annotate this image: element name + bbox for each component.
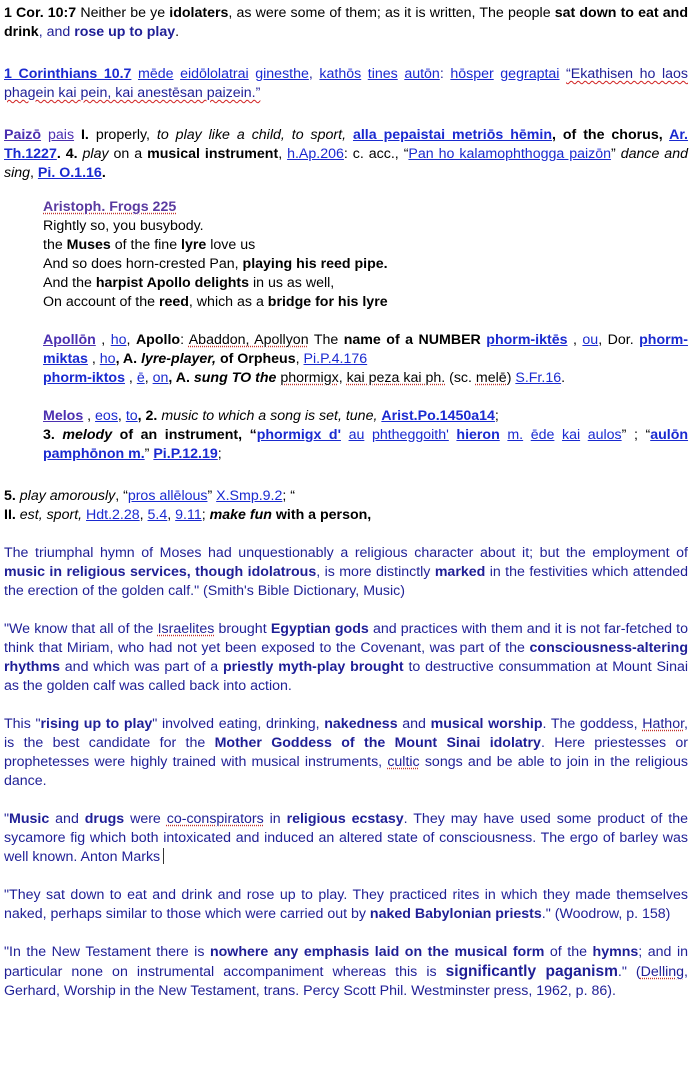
ref-link[interactable]: S.Fr.16	[515, 370, 562, 386]
hieron-link[interactable]: hieron	[456, 427, 500, 443]
rose-up-phrase: rose up to play	[74, 24, 176, 40]
apollon-link[interactable]: Apollōn	[43, 332, 96, 348]
greek-verse-paragraph: 1 Corinthians 10.7 mēde eidōlolatrai ginesthe, kathōs tines autōn: hōsper gegraptai “Ekathisen ho laos phagein kai pein, kai anestēsan paizein.”	[4, 66, 688, 101]
ref-link[interactable]: h.Ap.206	[287, 146, 344, 162]
word-link[interactable]: tines	[367, 66, 398, 82]
ou-link[interactable]: ou	[582, 332, 599, 348]
ref-link[interactable]: Arist.Po.1450a14	[381, 408, 495, 424]
word-link[interactable]: kathōs	[319, 66, 362, 82]
word-link[interactable]: autōn	[404, 66, 440, 82]
text-cursor	[163, 848, 164, 864]
ref-link[interactable]: X.Smp.9.2	[216, 488, 283, 504]
idolaters-term: idolaters	[169, 5, 229, 21]
delling-quote: "In the New Testament there is nowhere any emphasis laid on the musical form of the hymns; and in particular none on instrumental accompaniment whereas this is significantly paganism." (Delling, Gerhard, Worship in the New Testament, trans. Percy Scott Phil. Westminster press, 1962, p. 86).	[4, 944, 689, 999]
paizo-entry: Paizō pais I. properly, to play like a child, to sport, alla pepaistai metriōs hēmin, of the chorus, Ar. Th.1227. 4. play on a musical instrument, h.Ap.206: c. acc., “Pan ho kalamophthogga paizōn” dance and sing, Pi. O.1.16.	[4, 127, 689, 181]
ho-link[interactable]: ho	[110, 332, 127, 348]
ref-link[interactable]: Pi.P.12.19	[153, 446, 218, 462]
phorm-iktes-link[interactable]: phorm-iktēs	[486, 332, 568, 348]
ede-link[interactable]: ēde	[530, 427, 555, 443]
verse-reference: 1 Cor. 10:7	[4, 5, 77, 21]
eos-link[interactable]: eos	[95, 408, 118, 424]
word-link[interactable]: ginesthe	[255, 66, 309, 82]
to-link[interactable]: to	[125, 408, 138, 424]
paizo-link[interactable]: Paizō	[4, 127, 42, 143]
e-link[interactable]: ē	[136, 370, 145, 386]
woodrow-quote: "They sat down to eat and drink and rose up to play. They practiced rites in which they made themselves naked, perhaps similar to those which were carried out by naked Babylonian priests." (Woodrow, p. 158)	[4, 887, 688, 922]
greek-quote: “Ekathisen ho laos phagein kai pein, kai anestēsan paizein.”	[4, 66, 688, 101]
melos-link[interactable]: Melos	[43, 408, 84, 424]
rising-up-quote: This "rising up to play" involved eating, drinking, nakedness and musical worship. The goddess, Hathor, is the best candidate for the Mother Goddess of the Mount Sinai idolatry. Here priestesses or prophetesses were highly trained with musical instruments, cultic songs and be able to join in the religious dance.	[4, 716, 689, 789]
drugs-quote: "Music and drugs were co-conspirators in religious ecstasy. They may have used some product of the sycamore fig which both intoxicated and induced an altered state of consciousness. The ergo of barley was well known. Anton Marks	[4, 811, 688, 865]
smith-quote: The triumphal hymn of Moses had unquestionably a religious character about it; but the employment of music in religious services, though idolatrous, is more distinctly marked in the festivities which attended the erection of the golden calf." (Smith's Bible Dictionary, Music)	[4, 545, 688, 599]
ho-link[interactable]: ho	[99, 351, 116, 367]
pan-link[interactable]: Pan ho kalamophthogga paizōn	[408, 146, 612, 162]
phormigx-link[interactable]: phormigx d'	[256, 427, 341, 443]
word-link[interactable]: mēde	[138, 66, 174, 82]
aulon-link[interactable]: aulōn pamphōnon m.	[43, 427, 689, 462]
frogs-title: Aristoph. Frogs 225	[43, 199, 177, 215]
sense-five: 5. play amorously, “pros allēlous” X.Smp.9.2; “	[4, 488, 295, 504]
ref-link[interactable]: Pi. O.1.16	[37, 165, 102, 181]
verse-paragraph: 1 Cor. 10:7 Neither be ye idolaters, as were some of them; as it is written, The people sat down to eat and drink, and rose up to play.	[4, 5, 688, 40]
on-link[interactable]: on	[152, 370, 169, 386]
pros-link[interactable]: pros allēlous	[127, 488, 208, 504]
alla-link[interactable]: alla pepaistai metriōs hēmin	[352, 127, 552, 143]
word-link[interactable]: gegraptai	[500, 66, 560, 82]
m-link[interactable]: m.	[507, 427, 524, 443]
ref-link[interactable]: Pi.P.4.176	[303, 351, 368, 367]
phorm-iktos-link[interactable]: phorm-iktos	[43, 370, 125, 386]
ref-link[interactable]: 5.4	[147, 507, 168, 523]
aulos-link[interactable]: aulos	[587, 427, 622, 443]
au-link[interactable]: au	[348, 427, 365, 443]
ref-link[interactable]: Hdt.2.28	[86, 507, 140, 523]
word-link[interactable]: hōsper	[450, 66, 494, 82]
frogs-quote: Aristoph. Frogs 225 Rightly so, you busybody. the Muses of the fine lyre love us And so does horn-crested Pan, playing his reed pipe. And the harpist Apollo delights in us as well, On account of the reed, which as a bridge for his lyre	[43, 199, 388, 310]
apollon-entry: Apollōn , ho, Apollo: Abaddon, Apollyon The name of a NUMBER phorm-iktēs , ou, Dor. phorm-miktas , ho, A. lyre-player, of Orpheus, Pi.P.4.176 phorm-iktos , ē, on, A. sung TO the phormigx, kai peza kai ph. (sc. melē) S.Fr.16.	[43, 332, 689, 386]
sense-two: II. est, sport, Hdt.2.28, 5.4, 9.11; make fun with a person,	[4, 507, 372, 523]
pais-link[interactable]: pais	[48, 127, 75, 143]
phorm-miktas-link[interactable]: phorm-miktas	[43, 332, 689, 367]
ref-link[interactable]: 9.11	[175, 507, 202, 523]
sat-down-phrase: sat down to eat and drink	[4, 5, 688, 40]
ref-link[interactable]: Ar. Th.1227	[4, 127, 689, 162]
phtheg-link[interactable]: phtheggoith'	[371, 427, 449, 443]
melos-entry: Melos , eos, to, 2. music to which a song is set, tune, Arist.Po.1450a14; 3. melody of an instrument, “phormigx d' au phtheggoith' hieron m. ēde kai aulos” ; “aulōn pamphōnon m.” Pi.P.12.19;	[43, 408, 689, 462]
israelites-quote: "We know that all of the Israelites brought Egyptian gods and practices with them and it is not far-fetched to think that Miriam, who had not yet been exposed to the Covenant, was part of the consciousness-altering rhythms and which was part of a priestly myth-play brought to destructive consummation at Mount Sinai as the golden calf was called back into action.	[4, 621, 689, 694]
kai-link[interactable]: kai	[561, 427, 581, 443]
corinthians-link[interactable]: 1 Corinthians 10.7	[4, 66, 132, 82]
word-link[interactable]: eidōlolatrai	[180, 66, 249, 82]
